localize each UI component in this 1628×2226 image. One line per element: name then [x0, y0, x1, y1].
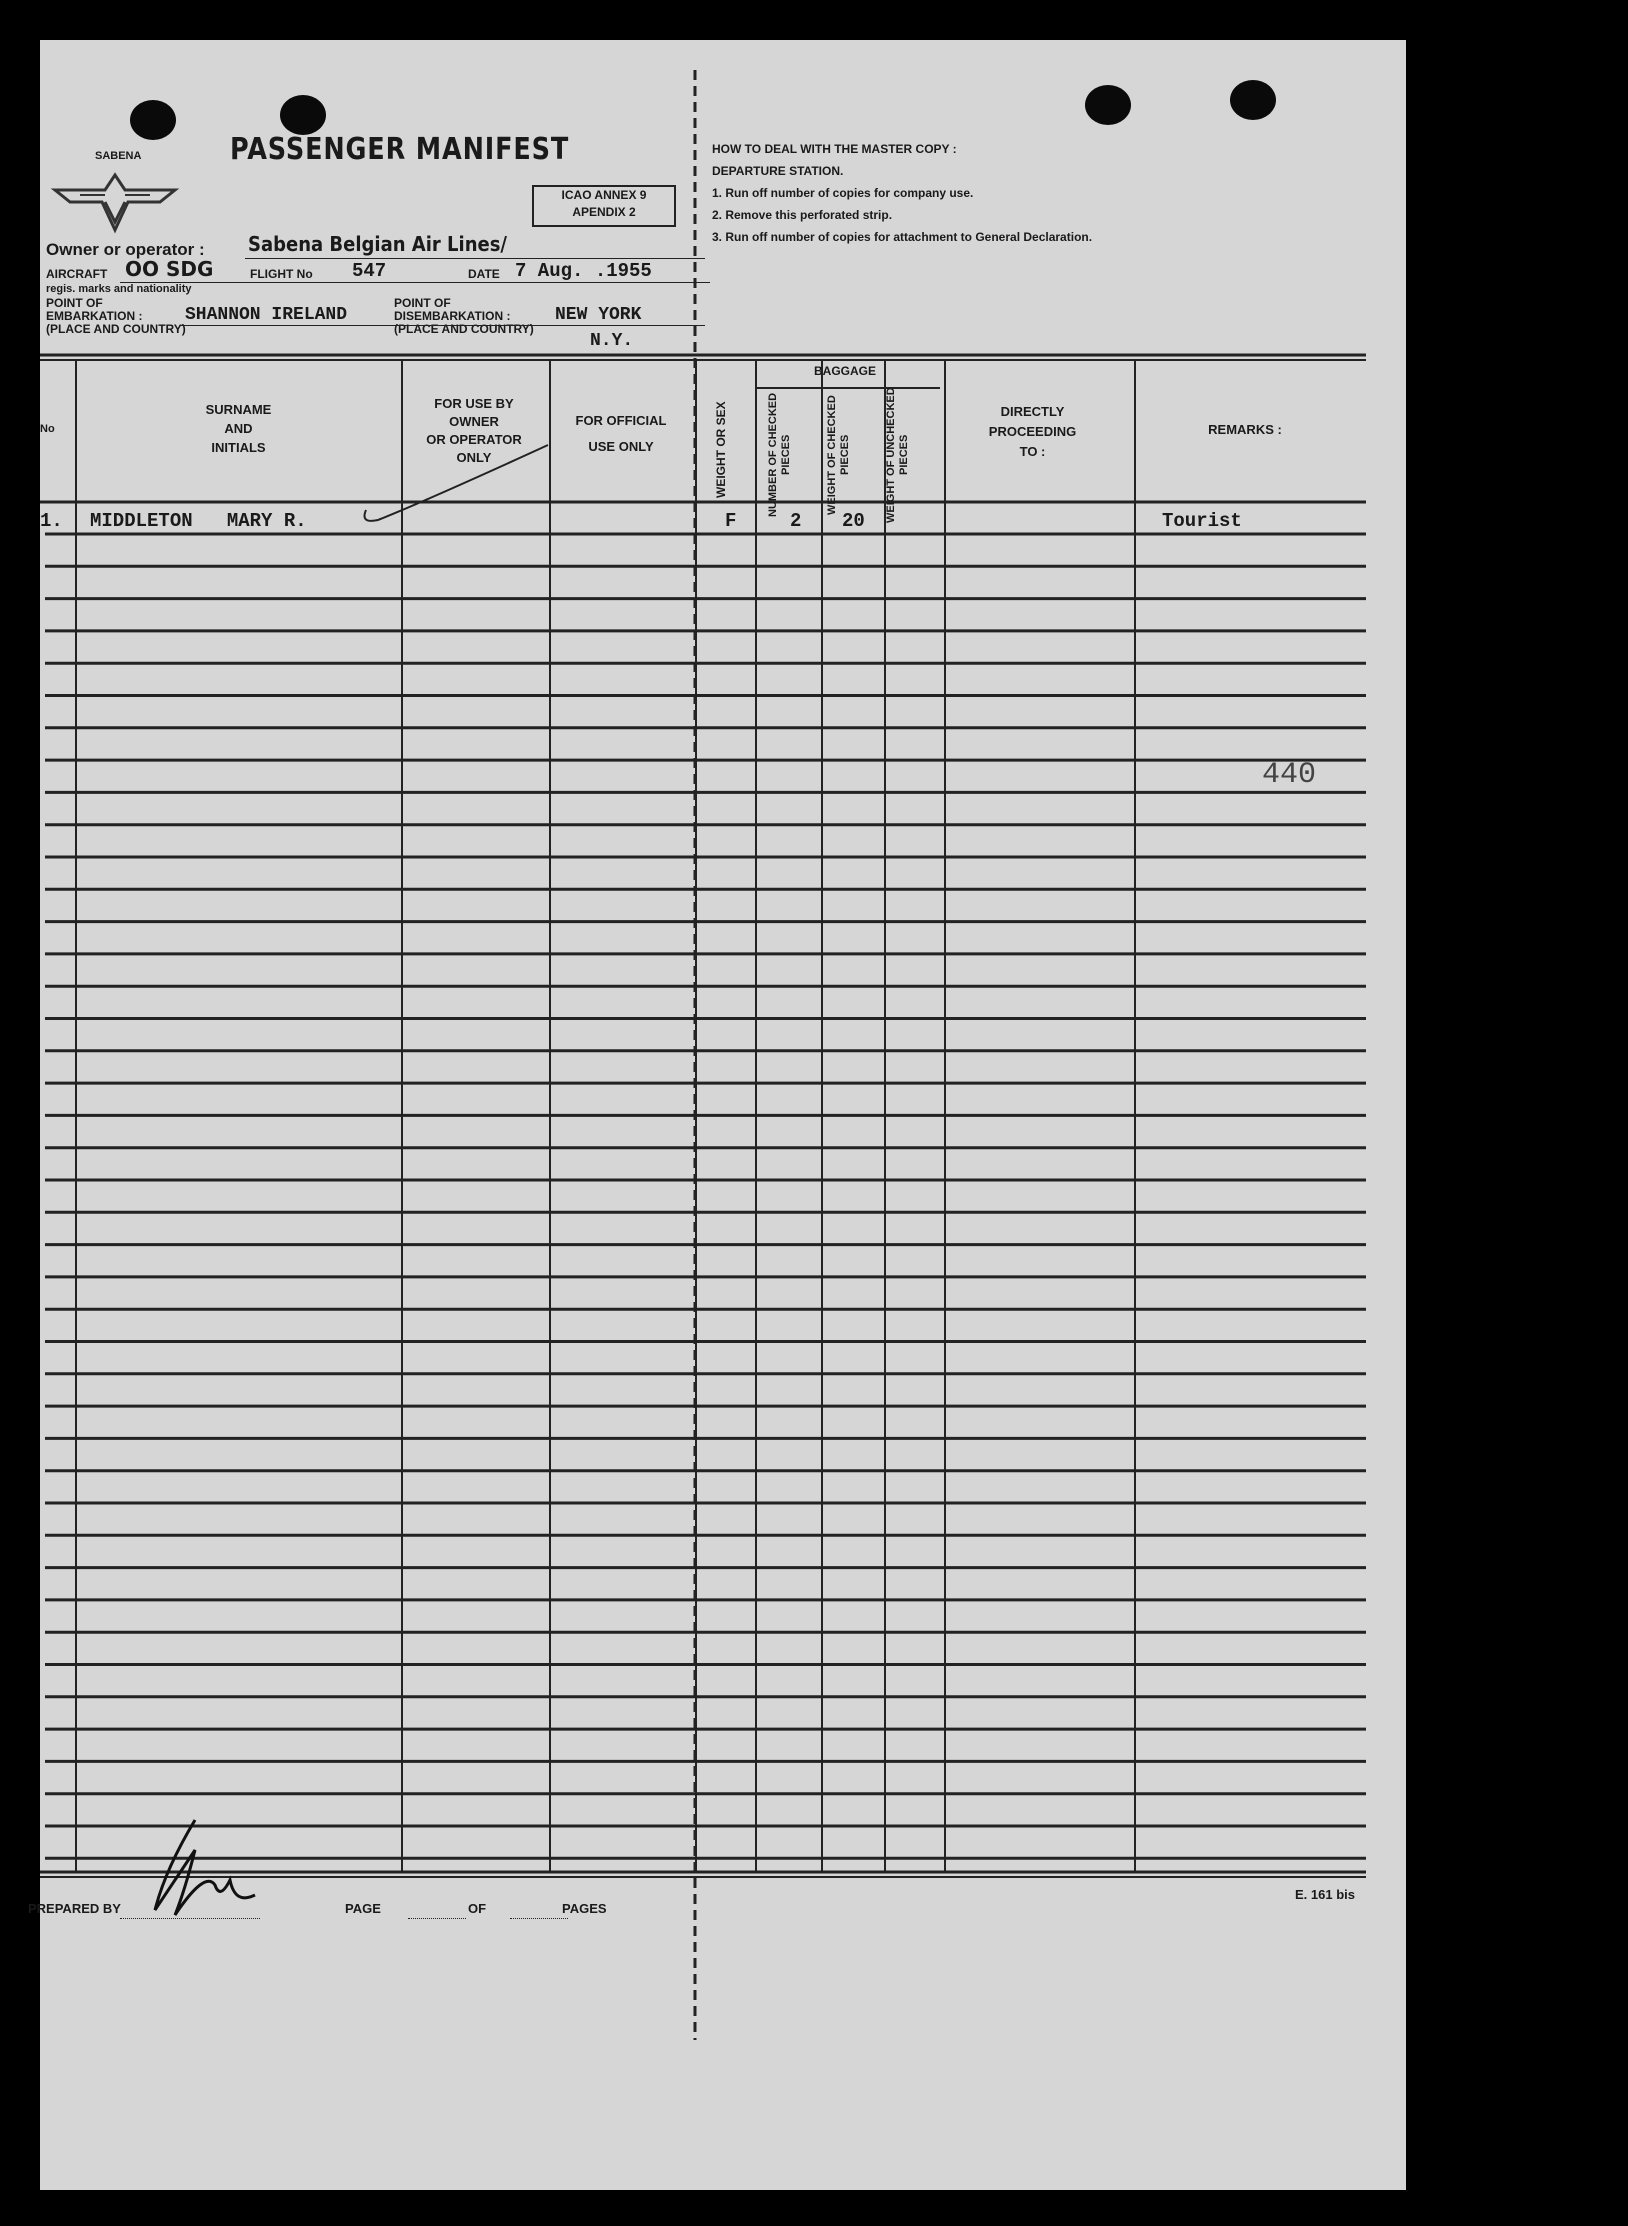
passenger-remarks: Tourist: [1162, 510, 1242, 532]
col-header-no: No: [40, 423, 55, 435]
col-header-text: OWNER: [449, 414, 499, 429]
date-label: DATE: [468, 267, 500, 281]
disembark-value: NEW YORK: [555, 305, 642, 325]
flight-label: FLIGHT No: [250, 267, 313, 281]
embark-label: POINT OF: [46, 296, 103, 310]
col-header-official: [550, 408, 692, 460]
col-header-proceeding: [940, 402, 1125, 462]
col-header-text: FOR USE BY: [434, 396, 514, 411]
col-header-weight-checked: WEIGHT OF CHECKED PIECES: [826, 395, 851, 515]
passenger-no: 1.: [40, 510, 63, 532]
col-header-text: TO :: [1019, 444, 1046, 459]
signature: [135, 1810, 285, 1930]
disembark-label: DISEMBARKATION :: [394, 309, 511, 323]
disembark-value: N.Y.: [590, 331, 634, 351]
col-header-remarks: REMARKS :: [1208, 422, 1282, 437]
col-header-text: PROCEEDING: [988, 424, 1077, 439]
manifest-page: [28, 40, 1406, 2190]
disembark-label: POINT OF: [394, 296, 451, 310]
prepared-by-label: PREPARED BY: [28, 1901, 121, 1916]
check-mark: [358, 440, 558, 530]
col-header-text: SURNAME: [205, 402, 272, 417]
col-header-num-checked: NUMBER OF CHECKED PIECES: [767, 392, 792, 518]
col-header-weight-sex: WEIGHT OR SEX: [714, 401, 728, 499]
aircraft-label: AIRCRAFT: [46, 267, 108, 281]
col-header-text: AND: [224, 421, 253, 436]
col-header-text: ONLY: [456, 450, 492, 465]
embark-value: SHANNON IRELAND: [185, 305, 348, 325]
col-header-surname: [76, 400, 401, 457]
col-header-text: FOR OFFICIAL: [575, 413, 667, 428]
instruction-item: 2. Remove this perforated strip.: [712, 208, 893, 222]
passenger-checked-pieces: 2: [790, 510, 802, 532]
col-header-text: OR OPERATOR: [426, 432, 522, 447]
col-header-text: USE ONLY: [588, 439, 654, 454]
instruction-item: 3. Run off number of copies for attachment to General Declaration.: [712, 230, 1093, 244]
date-value: 7 Aug. .1955: [515, 260, 652, 282]
form-title: PASSENGER MANIFEST: [230, 132, 570, 167]
instruction-item: 1. Run off number of copies for company use.: [712, 186, 974, 200]
owner-value: Sabena Belgian Air Lines/: [248, 232, 508, 256]
col-header-baggage: BAGGAGE: [813, 364, 876, 378]
of-label: OF: [468, 1901, 487, 1916]
annex-line: ICAO ANNEX 9: [561, 188, 647, 202]
annex-line: APENDIX 2: [572, 205, 636, 219]
page-label: PAGE: [345, 1901, 381, 1916]
embark-label: EMBARKATION :: [46, 309, 143, 323]
passenger-checked-weight: 20: [842, 510, 865, 532]
aircraft-value: OO SDG: [125, 257, 214, 281]
aircraft-sublabel: regis. marks and nationality: [46, 283, 192, 295]
flight-value: 547: [352, 260, 387, 282]
disembark-label: (PLACE AND COUNTRY): [394, 322, 534, 336]
col-header-weight-unchecked: WEIGHT OF UNCHECKED PIECES: [885, 387, 910, 523]
stamp-number: 440: [1262, 758, 1317, 792]
instructions-title: HOW TO DEAL WITH THE MASTER COPY :: [712, 142, 957, 156]
passenger-sex: F: [725, 510, 737, 532]
passenger-name: MIDDLETON MARY R.: [90, 510, 307, 532]
logo-text: SABENA: [95, 150, 142, 162]
pages-label: PAGES: [562, 1901, 607, 1916]
instructions-subtitle: DEPARTURE STATION.: [712, 164, 844, 178]
form-code: E. 161 bis: [1295, 1887, 1355, 1902]
col-header-text: DIRECTLY: [1000, 404, 1065, 419]
col-header-text: INITIALS: [211, 440, 266, 455]
owner-label: Owner or operator :: [46, 240, 205, 259]
embark-label: (PLACE AND COUNTRY): [46, 322, 186, 336]
